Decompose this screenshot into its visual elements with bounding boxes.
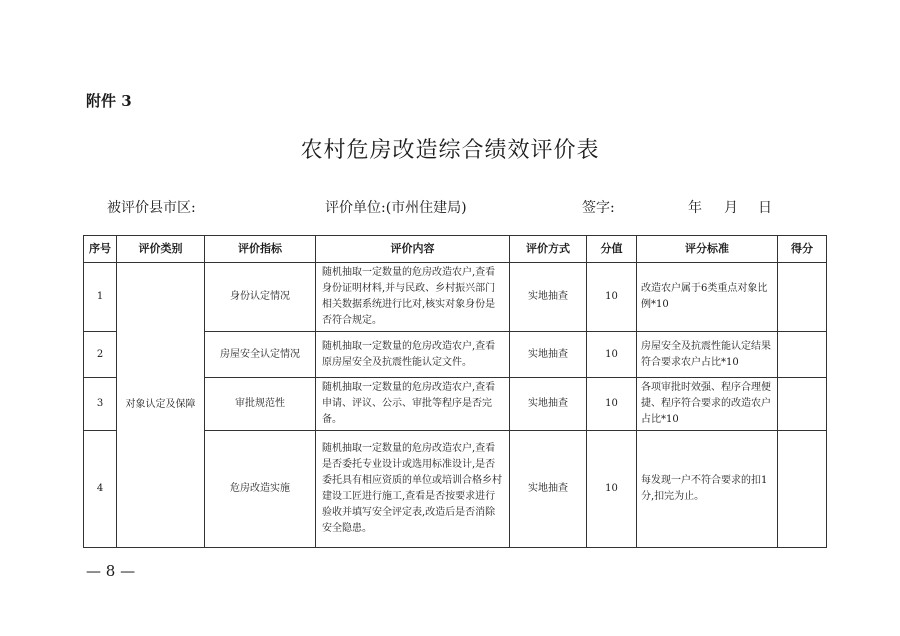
header-indicator: 评价指标 [205, 236, 316, 263]
row-standard: 房屋安全及抗震性能认定结果符合要求农户占比*10 [637, 332, 778, 378]
row-indicator: 危房改造实施 [205, 431, 316, 548]
row-content: 随机抽取一定数量的危房改造农户,查看申请、评议、公示、审批等程序是否完备。 [316, 378, 510, 431]
date-day: 日 [758, 200, 772, 216]
category-cell: 对象认定及保障 [117, 263, 205, 548]
row-standard: 改造农户属于6类重点对象比例*10 [637, 263, 778, 332]
date-month: 月 [724, 200, 738, 216]
header-method: 评价方式 [510, 236, 587, 263]
document-title: 农村危房改造综合绩效评价表 [300, 138, 600, 163]
row-no: 3 [84, 378, 117, 431]
row-standard: 每发现一户不符合要求的扣1分,扣完为止。 [637, 431, 778, 548]
table-header-row [84, 236, 827, 263]
row-standard: 各项审批时效强、程序合理便捷、程序符合要求的改造农户占比*10 [637, 378, 778, 431]
table-row [84, 263, 827, 332]
row-score: 10 [587, 332, 637, 378]
header-score: 分值 [587, 236, 637, 263]
header-content: 评价内容 [316, 236, 510, 263]
row-indicator: 身份认定情况 [205, 263, 316, 332]
signature-label: 签字: [582, 200, 615, 216]
row-score: 10 [587, 431, 637, 548]
row-content: 随机抽取一定数量的危房改造农户,查看原房屋安全及抗震性能认定文件。 [316, 332, 510, 378]
row-result [778, 263, 827, 332]
row-score: 10 [587, 378, 637, 431]
row-content: 随机抽取一定数量的危房改造农户,查看是否委托专业设计或选用标准设计,是否委托具有相应资质的单位或培训合格乡村建设工匠进行施工,查看是否按要求进行验收并填写安全评定表,改造后是否消除安全隐患。 [316, 431, 510, 548]
row-method: 实地抽查 [510, 332, 587, 378]
row-score: 10 [587, 263, 637, 332]
evaluation-unit-label: 评价单位:(市州住建局) [325, 200, 467, 216]
attachment-label: 附件 3 [86, 92, 132, 110]
header-standard: 评分标准 [637, 236, 778, 263]
header-category: 评价类别 [117, 236, 205, 263]
row-indicator: 房屋安全认定情况 [205, 332, 316, 378]
header-no: 序号 [84, 236, 117, 263]
row-indicator: 审批规范性 [205, 378, 316, 431]
page-number: — 8 — [86, 562, 136, 580]
row-method: 实地抽查 [510, 263, 587, 332]
evaluated-county-label: 被评价县市区: [107, 200, 196, 216]
row-result [778, 332, 827, 378]
row-method: 实地抽查 [510, 431, 587, 548]
row-no: 2 [84, 332, 117, 378]
header-result: 得分 [778, 236, 827, 263]
row-result [778, 378, 827, 431]
row-result [778, 431, 827, 548]
row-no: 1 [84, 263, 117, 332]
row-method: 实地抽查 [510, 378, 587, 431]
row-content: 随机抽取一定数量的危房改造农户,查看身份证明材料,并与民政、乡村振兴部门相关数据系统进行比对,核实对象身份是否符合规定。 [316, 263, 510, 332]
row-no: 4 [84, 431, 117, 548]
evaluation-table [83, 235, 827, 548]
date-year: 年 [688, 200, 702, 216]
